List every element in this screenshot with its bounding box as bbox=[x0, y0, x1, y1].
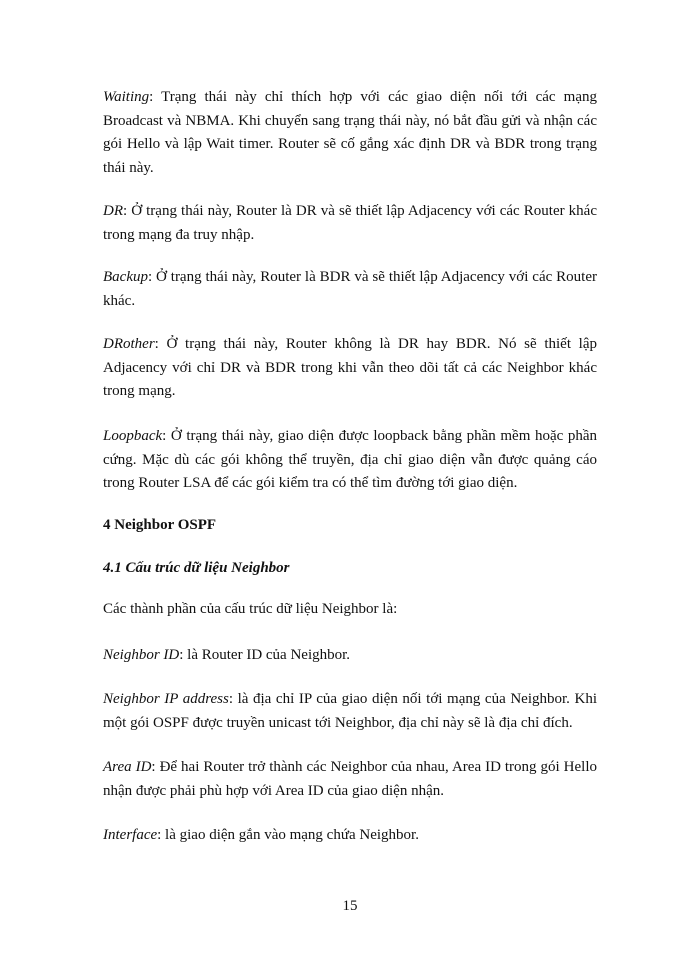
term-drother: DRother bbox=[103, 336, 155, 352]
paragraph-drother bbox=[103, 333, 597, 404]
field-interface-text: : là giao diện gắn vào mạng chứa Neighbor. bbox=[157, 827, 419, 843]
term-neighbor-ip-address: Neighbor IP address bbox=[103, 691, 229, 707]
paragraph-waiting bbox=[103, 86, 597, 180]
paragraph-drother-text: : Ở trạng thái này, Router không là DR hay BDR. Nó sẽ thiết lập Adjacency với chỉ DR và BDR trong khi vẫn theo dõi tất cả các Neighbor khác trong mạng. bbox=[103, 336, 597, 399]
paragraph-waiting-text: : Trạng thái này chỉ thích hợp với các giao diện nối tới các mạng Broadcast và NBMA. Khi chuyển sang trạng thái này, nó bắt đầu gửi và nhận các gói Hello và lập Wait timer. Router sẽ cố gắng xác định DR và BDR trong trạng thái này. bbox=[103, 89, 597, 176]
paragraph-backup-text: : Ở trạng thái này, Router là BDR và sẽ thiết lập Adjacency với các Router khác. bbox=[103, 269, 597, 309]
term-backup: Backup bbox=[103, 269, 148, 285]
page-number: 15 bbox=[342, 898, 358, 914]
paragraph-backup bbox=[103, 266, 597, 313]
field-neighbor-ip-address bbox=[103, 688, 597, 735]
paragraph-loopback-text: : Ở trạng thái này, giao diện được loopback bằng phần mềm hoặc phần cứng. Mặc dù các gói không thể truyền, địa chỉ giao diện vẫn được quảng cáo trong Router LSA để các gói kiểm tra có thể tìm đường tới giao diện. bbox=[103, 428, 597, 491]
subsection-heading: 4.1 Cấu trúc dữ liệu Neighbor bbox=[103, 560, 290, 576]
term-dr: DR bbox=[103, 203, 123, 219]
field-neighbor-id-text: : là Router ID của Neighbor. bbox=[179, 647, 351, 663]
paragraph-dr-text: : Ở trạng thái này, Router là DR và sẽ thiết lập Adjacency với các Router khác trong mạng đa truy nhập. bbox=[103, 203, 597, 243]
paragraph-dr bbox=[103, 200, 597, 247]
intro-paragraph: Các thành phần của cấu trúc dữ liệu Neighbor là: bbox=[103, 601, 398, 617]
field-neighbor-ip-address-text: : là địa chỉ IP của giao diện nối tới mạng của Neighbor. Khi một gói OSPF được truyền unicast tới Neighbor, địa chỉ này sẽ là địa chỉ đích. bbox=[103, 691, 597, 731]
paragraph-loopback bbox=[103, 425, 597, 496]
term-loopback: Loopback bbox=[103, 428, 163, 444]
section-heading: 4 Neighbor OSPF bbox=[103, 517, 217, 533]
term-interface: Interface bbox=[103, 827, 158, 843]
term-neighbor-id: Neighbor ID bbox=[103, 647, 180, 663]
term-waiting: Waiting bbox=[103, 89, 150, 105]
term-area-id: Area ID bbox=[103, 759, 152, 775]
field-area-id bbox=[103, 756, 597, 803]
field-interface bbox=[103, 824, 597, 848]
field-area-id-text: : Để hai Router trở thành các Neighbor của nhau, Area ID trong gói Hello nhận được phải phù hợp với Area ID của giao diện nhận. bbox=[103, 759, 597, 799]
field-neighbor-id bbox=[103, 644, 597, 668]
